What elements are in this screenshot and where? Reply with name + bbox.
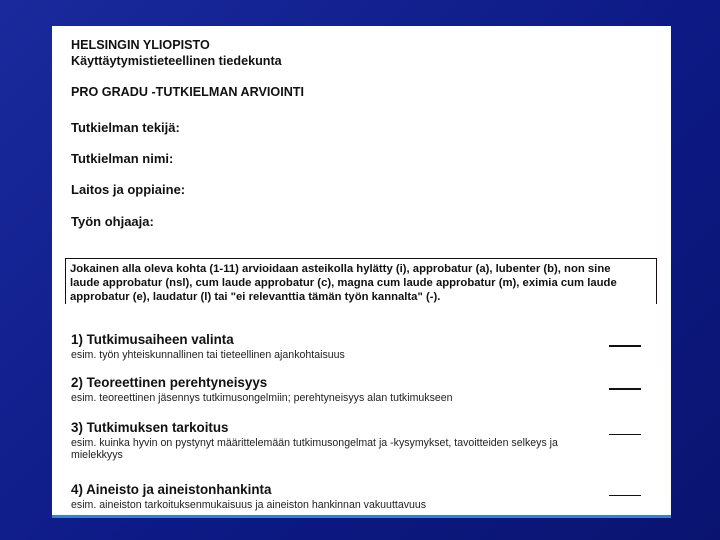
- criterion-4-title: 4) Aineisto ja aineistonhankinta: [71, 482, 272, 497]
- criterion-1-desc: esim. työn yhteiskunnallinen tai tieteellinen ajankohtaisuus: [71, 349, 345, 361]
- notice-line-2: laude approbatur (nsl), cum laude approbatur (c), magna cum laude approbatur (m), eximia cum laude: [70, 277, 617, 289]
- faculty-name: Käyttäytymistieteellinen tiedekunta: [71, 54, 282, 68]
- criterion-2-score-line[interactable]: [609, 388, 641, 390]
- criterion-4: [71, 482, 571, 511]
- criterion-1-score-line[interactable]: [609, 345, 641, 347]
- criterion-3: [71, 420, 571, 461]
- criterion-1: [71, 332, 571, 361]
- criterion-4-score-line[interactable]: [609, 495, 641, 496]
- document-page: [52, 26, 671, 518]
- criterion-2: [71, 375, 571, 404]
- criterion-4-desc: esim. aineiston tarkoituksenmukaisuus ja aineiston hankinnan vakuuttavuus: [71, 499, 427, 511]
- notice-line-1: Jokainen alla oleva kohta (1-11) arvioidaan asteikolla hylätty (i), approbatur (a), lubenter (b), non sine: [70, 263, 611, 275]
- form-title: PRO GRADU -TUTKIELMAN ARVIOINTI: [71, 85, 304, 99]
- page-bottom-edge: [52, 515, 671, 518]
- university-name: HELSINGIN YLIOPISTO: [71, 38, 210, 52]
- field-thesis-name-label: Tutkielman nimi:: [71, 151, 174, 166]
- criterion-3-score-line[interactable]: [609, 434, 641, 435]
- grading-scale-notice: [65, 258, 657, 304]
- criterion-2-title: 2) Teoreettinen perehtyneisyys: [71, 375, 268, 390]
- field-department-label: Laitos ja oppiaine:: [71, 182, 186, 197]
- field-supervisor-label: Työn ohjaaja:: [71, 214, 154, 229]
- criterion-3-desc: esim. kuinka hyvin on pystynyt määrittelemään tutkimusongelmat ja -kysymykset, tavoitteiden selkeys ja mielekkyys: [71, 437, 558, 461]
- criterion-2-desc: esim. teoreettinen jäsennys tutkimusongelmiin; perehtyneisyys alan tutkimukseen: [71, 392, 453, 404]
- field-author-label: Tutkielman tekijä:: [71, 120, 180, 135]
- criterion-1-title: 1) Tutkimusaiheen valinta: [71, 332, 234, 347]
- criterion-3-title: 3) Tutkimuksen tarkoitus: [71, 420, 229, 435]
- notice-line-3: approbatur (e), laudatur (l) tai "ei relevanttia tämän työn kannalta" (-).: [70, 291, 441, 303]
